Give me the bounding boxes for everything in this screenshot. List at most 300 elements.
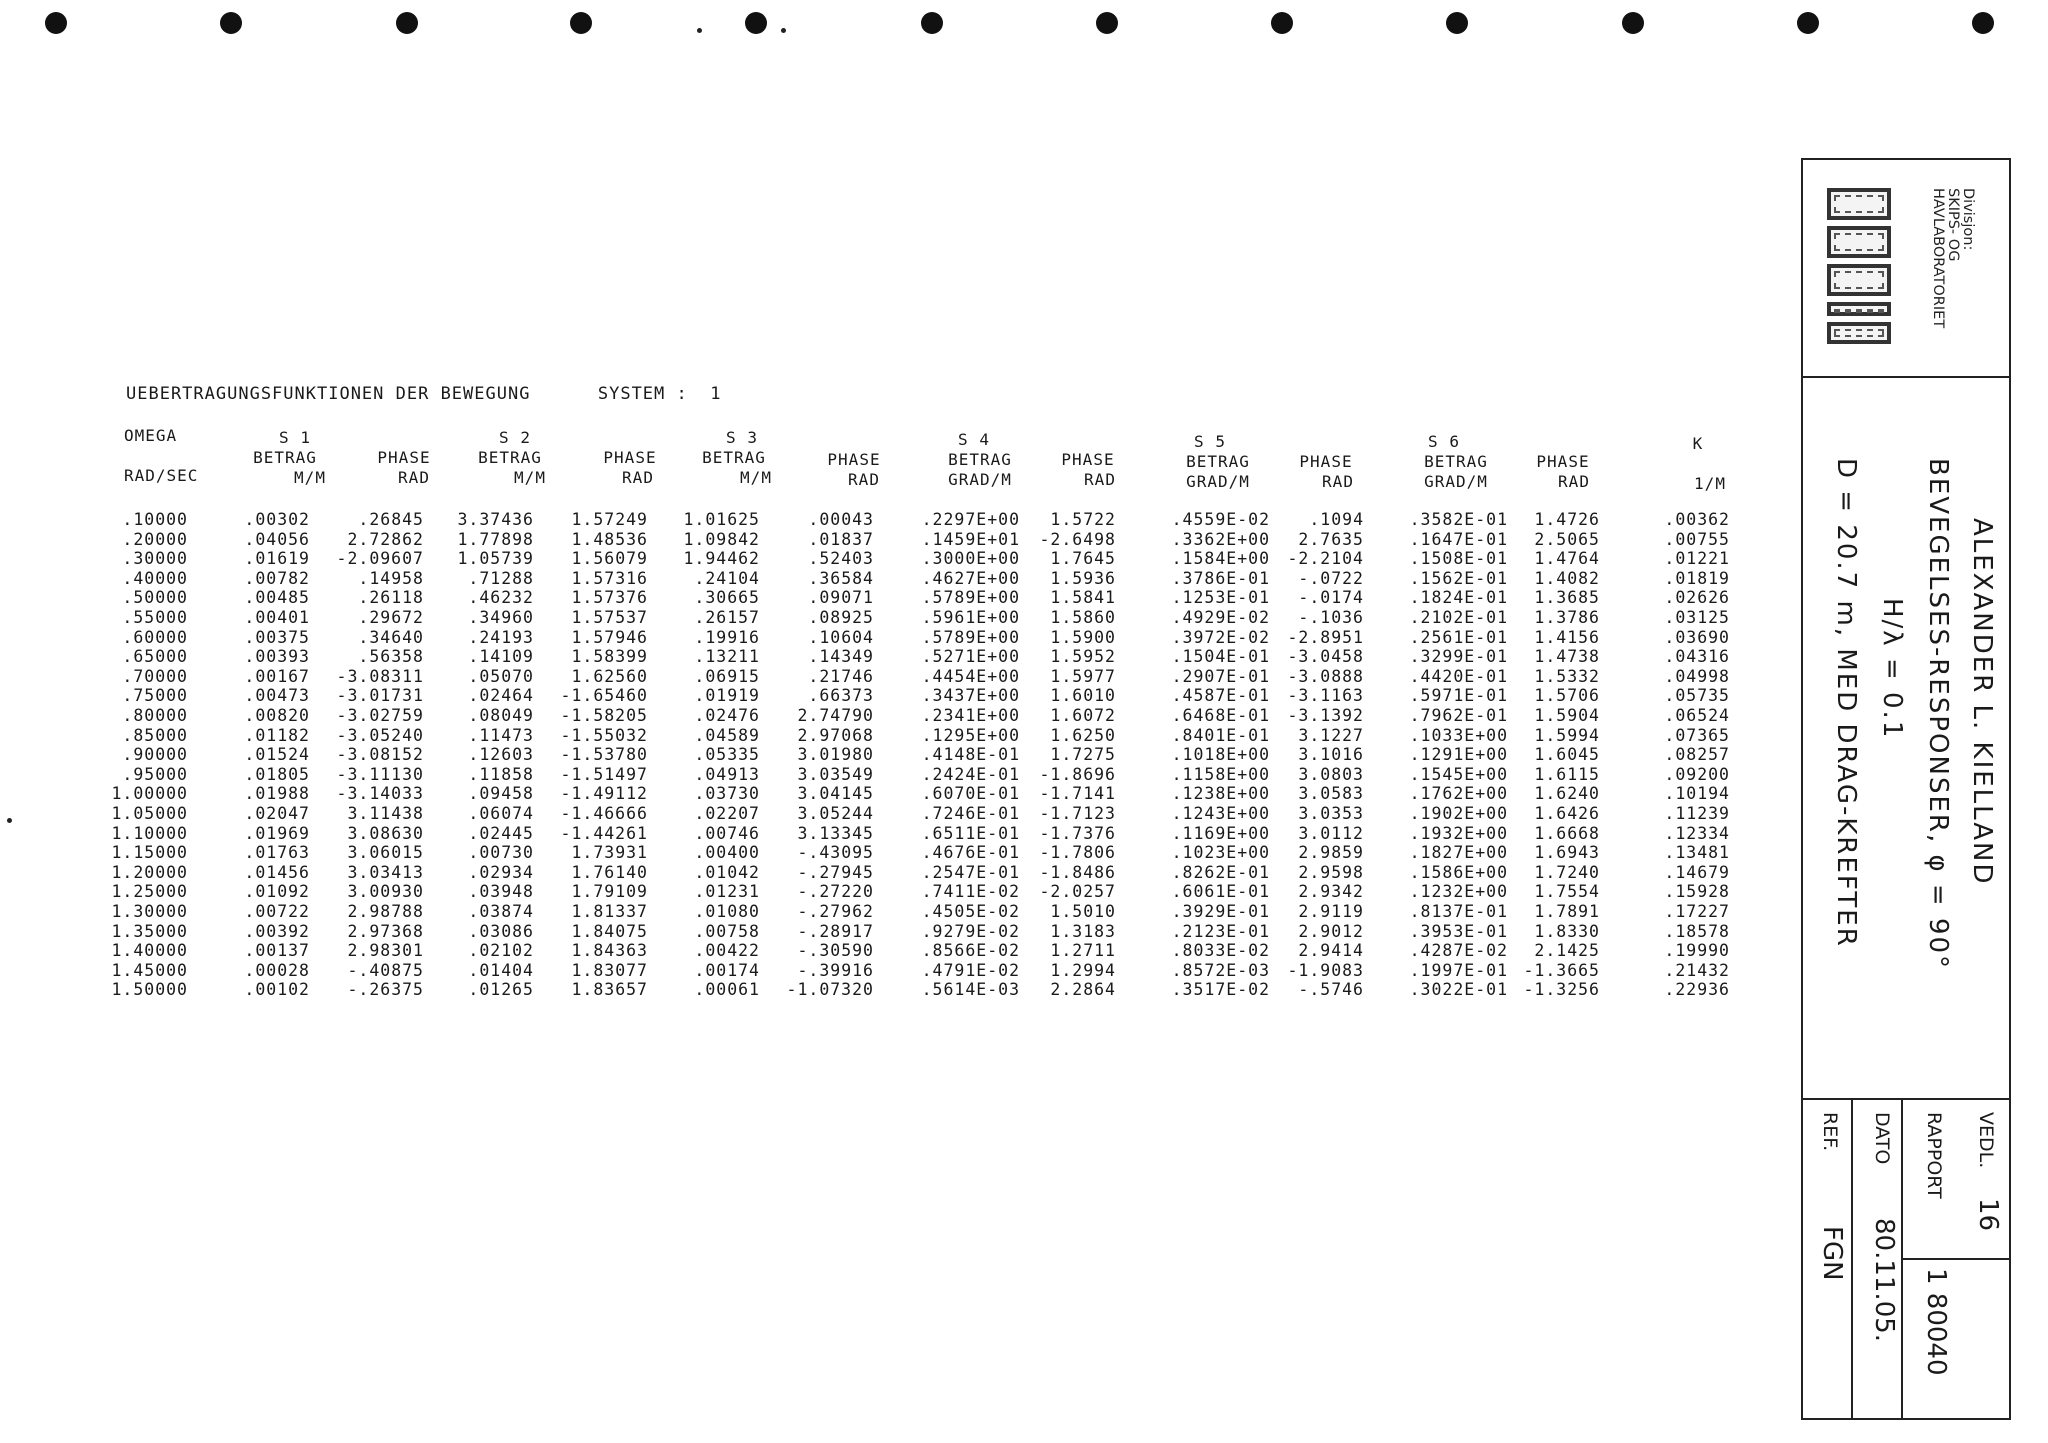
- table-cell: .2547E-01: [921, 862, 1020, 882]
- table-cell: .14109: [468, 647, 534, 667]
- table-cell: .03874: [468, 902, 534, 921]
- rapport-label: RAPPORT: [1923, 1112, 1945, 1199]
- table-cell: .4505E-02: [921, 902, 1020, 921]
- table-cell: .00362: [1664, 510, 1730, 529]
- table-cell: .1253E-01: [1171, 588, 1270, 608]
- table-cell: -.5746: [1298, 980, 1364, 1000]
- table-cell: 1.81337: [571, 902, 648, 921]
- table-cell: .46232: [468, 588, 534, 608]
- header-s3-phase: PHASE: [827, 450, 881, 469]
- table-cell: 1.83657: [571, 980, 648, 1000]
- ref-value: FGN: [1817, 1226, 1847, 1281]
- table-cell: .00746: [694, 823, 760, 843]
- table-cell: .01805: [244, 764, 310, 784]
- table-cell: .1827E+00: [1409, 843, 1508, 863]
- table-cell: .90000: [122, 745, 188, 765]
- table-cell: .66373: [808, 686, 874, 706]
- table-cell: 1.7645: [1050, 549, 1116, 569]
- table-cell: 1.4726: [1534, 510, 1600, 529]
- table-cell: .00167: [244, 666, 310, 686]
- table-cell: -2.0257: [1039, 882, 1116, 902]
- table-cell: -1.3665: [1523, 960, 1600, 980]
- table-cell: .1508E-01: [1409, 549, 1508, 569]
- header-s1-betrag: BETRAG: [253, 448, 317, 467]
- table-cell: .1647E-01: [1409, 529, 1508, 549]
- table-cell: 1.6668: [1534, 823, 1600, 843]
- table-cell: .01231: [694, 882, 760, 902]
- table-cell: .26118: [358, 588, 424, 608]
- table-cell: 1.01625: [683, 510, 760, 529]
- header-s6: S 6: [1428, 432, 1460, 451]
- table-cell: .5789E+00: [921, 627, 1020, 647]
- table-cell: 2.7635: [1298, 529, 1364, 549]
- table-cell: .8137E-01: [1409, 902, 1508, 921]
- table-cell: 1.5332: [1534, 666, 1600, 686]
- table-cell: 2.2864: [1050, 980, 1116, 1000]
- table-cell: .1824E-01: [1409, 588, 1508, 608]
- table-cell: .30665: [694, 588, 760, 608]
- logo-block: [1827, 322, 1891, 344]
- table-cell: -.0174: [1298, 588, 1364, 608]
- table-cell: -3.0458: [1287, 647, 1364, 667]
- table-cell: .03125: [1664, 608, 1730, 627]
- title-line-3: H/λ = 0.1: [1877, 598, 1907, 740]
- division-name-2: HAVLABORATORIET: [1930, 188, 1946, 329]
- table-cell: 1.56079: [571, 549, 648, 569]
- table-cell: .3786E-01: [1171, 568, 1270, 588]
- table-cell: .2102E-01: [1409, 608, 1508, 627]
- table-cell: .55000: [122, 608, 188, 627]
- divider: [1803, 376, 2011, 378]
- table-cell: 1.84363: [571, 941, 648, 961]
- table-cell: .00782: [244, 568, 310, 588]
- table-cell: 3.1227: [1298, 725, 1364, 745]
- table-cell: .80000: [122, 706, 188, 725]
- table-cell: .18578: [1664, 921, 1730, 941]
- table-cell: .20000: [122, 529, 188, 549]
- table-cell: 1.84075: [571, 921, 648, 941]
- table-cell: 1.48536: [571, 529, 648, 549]
- header-s5-unit: GRAD/M: [1186, 472, 1250, 491]
- table-cell: 2.9342: [1298, 882, 1364, 902]
- title-block: [1803, 158, 2011, 1418]
- table-cell: -.43095: [797, 843, 874, 863]
- header-s4-unit: GRAD/M: [948, 470, 1012, 489]
- header-s1: S 1: [279, 428, 311, 447]
- logo-block: [1827, 188, 1891, 220]
- table-cell: 3.0583: [1298, 784, 1364, 804]
- table-cell: 3.13345: [797, 823, 874, 843]
- table-cell: -3.02759: [336, 706, 424, 725]
- table-cell: .70000: [122, 666, 188, 686]
- punch-hole: [1271, 12, 1293, 34]
- table-cell: .2424E-01: [921, 764, 1020, 784]
- table-cell: .4587E-01: [1171, 686, 1270, 706]
- punch-hole: [1096, 12, 1118, 34]
- table-cell: 1.77898: [457, 529, 534, 549]
- table-cell: .08257: [1664, 745, 1730, 765]
- table-cell: .00401: [244, 608, 310, 627]
- table-cell: 1.5706: [1534, 686, 1600, 706]
- table-cell: .17227: [1664, 902, 1730, 921]
- table-cell: .13211: [694, 647, 760, 667]
- table-cell: .22936: [1664, 980, 1730, 1000]
- header-s4-phase: PHASE: [1061, 450, 1115, 469]
- table-cell: .3299E-01: [1409, 647, 1508, 667]
- table-cell: 3.05244: [797, 804, 874, 823]
- table-cell: .1762E+00: [1409, 784, 1508, 804]
- table-cell: 1.20000: [111, 862, 188, 882]
- table-cell: -1.7141: [1039, 784, 1116, 804]
- table-cell: .30000: [122, 549, 188, 569]
- table-cell: 1.50000: [111, 980, 188, 1000]
- table-cell: .00722: [244, 902, 310, 921]
- table-cell: 2.9119: [1298, 902, 1364, 921]
- table-cell: .10604: [808, 627, 874, 647]
- division-label: Divisjon:: [1960, 188, 1976, 251]
- table-cell: 1.40000: [111, 941, 188, 961]
- table-cell: 1.25000: [111, 882, 188, 902]
- table-cell: .8566E-02: [921, 941, 1020, 961]
- table-cell: 1.3786: [1534, 608, 1600, 627]
- table-cell: 1.5936: [1050, 568, 1116, 588]
- table-cell: .26157: [694, 608, 760, 627]
- table-cell: -1.7806: [1039, 843, 1116, 863]
- table-cell: .7246E-01: [921, 804, 1020, 823]
- punch-hole: [1446, 12, 1468, 34]
- table-cell: -1.53780: [560, 745, 648, 765]
- table-cell: 1.3183: [1050, 921, 1116, 941]
- header-s3-unit: M/M: [740, 468, 772, 487]
- division-text: [1930, 188, 1975, 328]
- table-cell: 1.7275: [1050, 745, 1116, 765]
- table-cell: .3362E+00: [1171, 529, 1270, 549]
- table-cell: .24104: [694, 568, 760, 588]
- header-s4-betrag: BETRAG: [948, 450, 1012, 469]
- table-cell: .00393: [244, 647, 310, 667]
- table-cell: 1.6072: [1050, 706, 1116, 725]
- table-cell: 3.04145: [797, 784, 874, 804]
- punch-hole: [745, 12, 767, 34]
- table-cell: .1562E-01: [1409, 568, 1508, 588]
- table-cell: -2.6498: [1039, 529, 1116, 549]
- table-cell: 2.98301: [347, 941, 424, 961]
- table-cell: -.39916: [797, 960, 874, 980]
- vedl-value: 16: [1973, 1198, 2003, 1232]
- table-cell: .4627E+00: [921, 568, 1020, 588]
- table-cell: 1.5994: [1534, 725, 1600, 745]
- table-cell: .8033E-02: [1171, 941, 1270, 961]
- table-cell: .05335: [694, 745, 760, 765]
- table-cell: .3972E-02: [1171, 627, 1270, 647]
- table-cell: .6511E-01: [921, 823, 1020, 843]
- table-cell: 2.9414: [1298, 941, 1364, 961]
- table-cell: .00302: [244, 510, 310, 529]
- header-s3-rad: RAD: [848, 470, 880, 489]
- table-cell: .71288: [468, 568, 534, 588]
- table-cell: .29672: [358, 608, 424, 627]
- table-cell: 1.57946: [571, 627, 648, 647]
- table-cell: -3.0888: [1287, 666, 1364, 686]
- table-cell: .00392: [244, 921, 310, 941]
- table-cell: 1.83077: [571, 960, 648, 980]
- punch-hole: [220, 12, 242, 34]
- table-cell: 3.11438: [347, 804, 424, 823]
- organization-logo: [1821, 188, 1891, 348]
- title-line-2: BEVEGELSES-RESPONSER, φ = 90°: [1923, 458, 1953, 971]
- table-cell: .00473: [244, 686, 310, 706]
- table-cell: .24193: [468, 627, 534, 647]
- table-cell: .01524: [244, 745, 310, 765]
- header-s3-betrag: BETRAG: [702, 448, 766, 467]
- header-s2-rad: RAD: [622, 468, 654, 487]
- table-cell: 1.8330: [1534, 921, 1600, 941]
- table-cell: .56358: [358, 647, 424, 667]
- table-cell: .4929E-02: [1171, 608, 1270, 627]
- table-cell: .3582E-01: [1409, 510, 1508, 529]
- table-cell: -2.09607: [336, 549, 424, 569]
- table-cell: 1.05739: [457, 549, 534, 569]
- table-cell: 1.79109: [571, 882, 648, 902]
- table-cell: .1586E+00: [1409, 862, 1508, 882]
- table-cell: .06915: [694, 666, 760, 686]
- table-cell: .00102: [244, 980, 310, 1000]
- table-cell: 1.2711: [1050, 941, 1116, 961]
- table-cell: .04998: [1664, 666, 1730, 686]
- table-cell: -1.07320: [786, 980, 874, 1000]
- table-cell: -.1036: [1298, 608, 1364, 627]
- header-s1-unit: M/M: [294, 468, 326, 487]
- table-cell: 2.72862: [347, 529, 424, 549]
- header-s3: S 3: [726, 428, 758, 447]
- table-cell: 2.9012: [1298, 921, 1364, 941]
- header-s1-rad: RAD: [398, 468, 430, 487]
- table-cell: 1.94462: [683, 549, 760, 569]
- table-cell: 1.57249: [571, 510, 648, 529]
- table-cell: -3.08152: [336, 745, 424, 765]
- table-cell: 1.7554: [1534, 882, 1600, 902]
- table-cell: 1.5860: [1050, 608, 1116, 627]
- ref-label: REF.: [1819, 1112, 1841, 1152]
- table-cell: .1584E+00: [1171, 549, 1270, 569]
- table-cell: -1.44261: [560, 823, 648, 843]
- table-cell: 1.10000: [111, 823, 188, 843]
- table-cell: 1.05000: [111, 804, 188, 823]
- table-cell: 3.03413: [347, 862, 424, 882]
- table-cell: .1459E+01: [921, 529, 1020, 549]
- table-cell: -1.58205: [560, 706, 648, 725]
- table-cell: -.28917: [797, 921, 874, 941]
- table-cell: -2.8951: [1287, 627, 1364, 647]
- table-cell: 2.1425: [1534, 941, 1600, 961]
- table-cell: -3.1392: [1287, 706, 1364, 725]
- table-cell: .01837: [808, 529, 874, 549]
- table-cell: -.30590: [797, 941, 874, 961]
- punch-hole: [1622, 12, 1644, 34]
- table-cell: .4148E-01: [921, 745, 1020, 765]
- table-cell: -2.2104: [1287, 549, 1364, 569]
- table-cell: 3.00930: [347, 882, 424, 902]
- header-s5-betrag: BETRAG: [1186, 452, 1250, 471]
- table-cell: .1169E+00: [1171, 823, 1270, 843]
- table-cell: .4559E-02: [1171, 510, 1270, 529]
- table-cell: .00758: [694, 921, 760, 941]
- table-cell: .01221: [1664, 549, 1730, 569]
- table-cell: 3.06015: [347, 843, 424, 863]
- table-cell: .1232E+00: [1409, 882, 1508, 902]
- table-cell: .06524: [1664, 706, 1730, 725]
- table-cell: .03948: [468, 882, 534, 902]
- table-cell: 1.58399: [571, 647, 648, 667]
- table-cell: .02445: [468, 823, 534, 843]
- table-cell: 1.7891: [1534, 902, 1600, 921]
- table-cell: 1.30000: [111, 902, 188, 921]
- table-cell: .00137: [244, 941, 310, 961]
- table-cell: .1158E+00: [1171, 764, 1270, 784]
- table-cell: .3022E-01: [1409, 980, 1508, 1000]
- table-cell: .5971E-01: [1409, 686, 1508, 706]
- table-cell: .9279E-02: [921, 921, 1020, 941]
- table-cell: -.0722: [1298, 568, 1364, 588]
- table-cell: -1.8486: [1039, 862, 1116, 882]
- table-cell: .3437E+00: [921, 686, 1020, 706]
- table-cell: .1291E+00: [1409, 745, 1508, 765]
- divider: [1851, 1098, 1853, 1418]
- table-cell: 1.6010: [1050, 686, 1116, 706]
- table-cell: .4454E+00: [921, 666, 1020, 686]
- logo-block: [1827, 264, 1891, 296]
- table-cell: -1.8696: [1039, 764, 1116, 784]
- table-cell: .12334: [1664, 823, 1730, 843]
- table-cell: 1.4156: [1534, 627, 1600, 647]
- table-cell: .10194: [1664, 784, 1730, 804]
- table-cell: .01619: [244, 549, 310, 569]
- title-line-1: ALEXANDER L. KIELLAND: [1967, 518, 1997, 886]
- division-name-1: SKIPS- OG: [1945, 188, 1961, 262]
- table-cell: .2561E-01: [1409, 627, 1508, 647]
- table-cell: .00755: [1664, 529, 1730, 549]
- table-cell: .01404: [468, 960, 534, 980]
- table-cell: .07365: [1664, 725, 1730, 745]
- header-s6-rad: RAD: [1558, 472, 1590, 491]
- table-cell: .00820: [244, 706, 310, 725]
- dato-value: 80.11.05.: [1869, 1218, 1899, 1343]
- punch-hole: [45, 12, 67, 34]
- table-cell: .1932E+00: [1409, 823, 1508, 843]
- table-cell: 1.6240: [1534, 784, 1600, 804]
- header-s6-betrag: BETRAG: [1424, 452, 1488, 471]
- divider: [1903, 1258, 2011, 1260]
- table-cell: 1.6426: [1534, 804, 1600, 823]
- table-cell: .50000: [122, 588, 188, 608]
- table-cell: 1.76140: [571, 862, 648, 882]
- table-cell: .14958: [358, 568, 424, 588]
- table-cell: 3.03549: [797, 764, 874, 784]
- table-cell: .7962E-01: [1409, 706, 1508, 725]
- table-cell: .13481: [1664, 843, 1730, 863]
- table-cell: 1.5952: [1050, 647, 1116, 667]
- table-cell: -3.01731: [336, 686, 424, 706]
- table-cell: 1.45000: [111, 960, 188, 980]
- printout-table: [110, 384, 1750, 1044]
- table-cell: .03690: [1664, 627, 1730, 647]
- table-cell: .5614E-03: [921, 980, 1020, 1000]
- table-cell: .4676E-01: [921, 843, 1020, 863]
- table-cell: 1.5904: [1534, 706, 1600, 725]
- header-s2-unit: M/M: [514, 468, 546, 487]
- table-cell: .08049: [468, 706, 534, 725]
- table-cell: .04316: [1664, 647, 1730, 667]
- table-cell: .1504E-01: [1171, 647, 1270, 667]
- table-cell: .85000: [122, 725, 188, 745]
- table-cell: 1.5977: [1050, 666, 1116, 686]
- table-cell: 3.37436: [457, 510, 534, 529]
- table-cell: -.26375: [347, 980, 424, 1000]
- table-cell: .3953E-01: [1409, 921, 1508, 941]
- speck: [697, 28, 702, 33]
- table-cell: 2.9598: [1298, 862, 1364, 882]
- table-cell: .2123E-01: [1171, 921, 1270, 941]
- table-cell: 1.3685: [1534, 588, 1600, 608]
- table-cell: .52403: [808, 549, 874, 569]
- table-cell: .01092: [244, 882, 310, 902]
- table-cell: 1.09842: [683, 529, 760, 549]
- table-cell: .12603: [468, 745, 534, 765]
- header-s4-rad: RAD: [1084, 470, 1116, 489]
- table-cell: .03086: [468, 921, 534, 941]
- table-cell: -.40875: [347, 960, 424, 980]
- table-cell: .02464: [468, 686, 534, 706]
- divider: [1803, 1098, 2011, 1100]
- table-cell: .08925: [808, 608, 874, 627]
- table-cell: .65000: [122, 647, 188, 667]
- table-cell: .6061E-01: [1171, 882, 1270, 902]
- table-cell: .00028: [244, 960, 310, 980]
- table-cell: .8262E-01: [1171, 862, 1270, 882]
- rapport-value: 1 80040: [1921, 1268, 1951, 1376]
- table-cell: .00422: [694, 941, 760, 961]
- table-cell: .75000: [122, 686, 188, 706]
- table-cell: .95000: [122, 764, 188, 784]
- table-cell: 3.0803: [1298, 764, 1364, 784]
- table-cell: .00174: [694, 960, 760, 980]
- table-cell: .26845: [358, 510, 424, 529]
- table-cell: .02047: [244, 804, 310, 823]
- table-cell: .1295E+00: [921, 725, 1020, 745]
- table-cell: .4287E-02: [1409, 941, 1508, 961]
- table-cell: .11239: [1664, 804, 1730, 823]
- table-cell: -3.08311: [336, 666, 424, 686]
- table-cell: .6468E-01: [1171, 706, 1270, 725]
- table-cell: 3.01980: [797, 745, 874, 765]
- table-cell: .01919: [694, 686, 760, 706]
- table-cell: .4420E-01: [1409, 666, 1508, 686]
- header-s2-phase: PHASE: [603, 448, 657, 467]
- table-cell: 1.15000: [111, 843, 188, 863]
- table-cell: 2.5065: [1534, 529, 1600, 549]
- table-cell: -1.7123: [1039, 804, 1116, 823]
- table-cell: .01819: [1664, 568, 1730, 588]
- table-cell: .09458: [468, 784, 534, 804]
- table-cell: 1.2994: [1050, 960, 1116, 980]
- table-cell: .5961E+00: [921, 608, 1020, 627]
- table-cell: .01080: [694, 902, 760, 921]
- table-cell: .14349: [808, 647, 874, 667]
- table-cell: 1.4764: [1534, 549, 1600, 569]
- header-omega-unit: RAD/SEC: [124, 466, 199, 485]
- table-cell: .60000: [122, 627, 188, 647]
- header-k: K: [1692, 434, 1704, 453]
